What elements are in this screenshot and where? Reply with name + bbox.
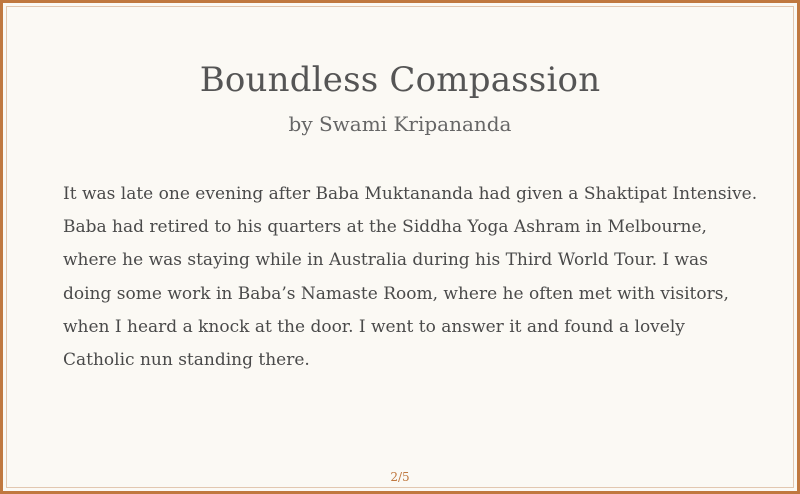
story-paragraph: [63, 178, 763, 377]
paragraph-line: It was late one evening after Baba Muktananda had given a Shaktipat Intensive.: [63, 184, 758, 204]
paragraph-line: doing some work in Baba’s Namaste Room, where he often met with visitors,: [63, 283, 729, 304]
page-indicator: 2/5: [390, 470, 410, 484]
paragraph-line: when I heard a knock at the door. I went to answer it and found a lovely: [63, 316, 685, 337]
author-byline: by Swami Kripananda: [288, 112, 512, 136]
paragraph-line: Catholic nun standing there.: [63, 350, 310, 371]
paragraph-line: where he was staying while in Australia during his Third World Tour. I was: [63, 250, 708, 271]
document-title: Boundless Compassion: [199, 60, 601, 100]
paragraph-line: Baba had retired to his quarters at the Siddha Yoga Ashram in Melbourne,: [63, 217, 707, 238]
